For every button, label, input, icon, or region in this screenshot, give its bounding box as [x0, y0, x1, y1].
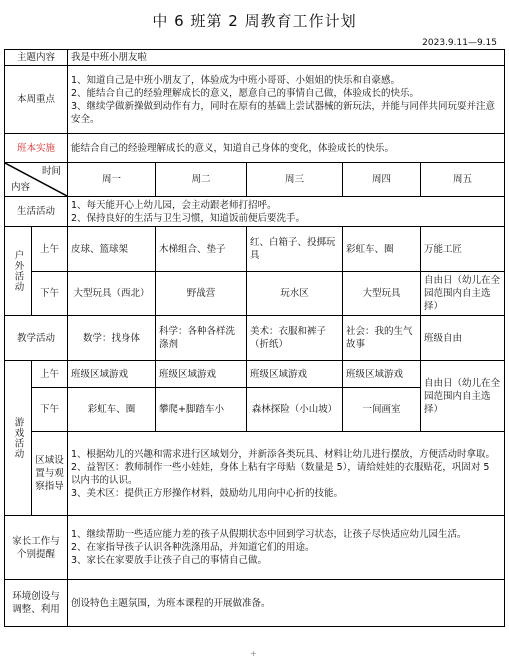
focus-content [68, 66, 505, 134]
header-content: 内容 [11, 182, 31, 193]
parents-line: 3、家长在家要放手让孩子自己的事情自己做。 [71, 555, 268, 566]
life-line: 2、保持良好的生活与卫生习惯，知道饭前便后要洗手。 [71, 212, 306, 224]
life-line: 1、每天能开心上幼儿园，会主动跟老师打招呼。 [71, 199, 277, 211]
focus-label: 本周重点 [5, 66, 68, 134]
outdoor-label-text: 户外活动 [12, 250, 24, 292]
outdoor-pm-row [5, 272, 505, 316]
focus-line: 2、能结合自己的经验理解成长的意义，愿意自己的事情自己做，体验成长的快乐。 [71, 87, 420, 99]
teaching-item: 班级自由 [421, 316, 505, 361]
teaching-item: 社会：我的生气故事 [343, 316, 421, 361]
key-label: 班本实施 [5, 134, 68, 163]
outdoor-am-item: 彩虹车、圈 [343, 227, 421, 272]
add-mark: + [250, 649, 257, 658]
game-pm-item: 攀爬+脚踏车小 [156, 388, 247, 432]
game-pm-item: 彩虹车、圈 [68, 388, 156, 432]
life-row [5, 197, 505, 227]
outdoor-am-item: 木梯组合、垫子 [156, 227, 247, 272]
area-content [68, 432, 505, 516]
page-footer [0, 649, 509, 658]
game-am-label: 上午 [32, 361, 68, 388]
day-header: 周三 [247, 163, 343, 197]
page-title: 中 6 班第 2 周教育工作计划 [152, 12, 357, 30]
theme-label: 主题内容 [5, 50, 68, 66]
day-header: 周一 [68, 163, 156, 197]
outdoor-am-item: 万能工匠 [421, 227, 505, 272]
teaching-label: 教学活动 [5, 316, 68, 361]
header-time: 时间 [42, 166, 62, 177]
area-label: 区域设置与观察指导 [32, 432, 68, 516]
life-label: 生活活动 [5, 197, 68, 227]
game-label-text: 游戏活动 [12, 417, 24, 459]
life-content [68, 197, 505, 227]
plan-table [4, 49, 505, 627]
parents-line: 2、在家指导孩子认识各种洗涤用品，并知道它们的用途。 [71, 542, 315, 553]
day-header: 周二 [156, 163, 247, 197]
theme-value: 我是中班小朋友啦 [68, 50, 505, 66]
theme-row [5, 50, 505, 66]
outdoor-am-label: 上午 [32, 227, 68, 272]
game-fri-item: 自由日（幼儿在全园范围内自主选择） [421, 361, 505, 432]
game-pm-item: 一间画室 [343, 388, 421, 432]
parents-label: 家长工作与个别提醒 [5, 516, 68, 580]
outdoor-am-row [5, 227, 505, 272]
parents-row [5, 516, 505, 580]
outdoor-am-item: 皮球、篮球架 [68, 227, 156, 272]
teaching-item: 美术：衣服和裤子（折纸） [247, 316, 343, 361]
outdoor-label [5, 227, 32, 316]
game-am-item: 班级区域游戏 [156, 361, 247, 388]
outdoor-pm-label: 下午 [32, 272, 68, 316]
focus-line: 1、知道自己是中班小朋友了，体验成为中班小哥哥、小姐姐的快乐和自豪感。 [71, 74, 401, 86]
outdoor-pm-item: 自由日（幼儿在全园范围内自主选择） [421, 272, 505, 316]
env-row [5, 580, 505, 627]
area-row [5, 432, 505, 516]
game-am-item: 班级区域游戏 [247, 361, 343, 388]
game-pm-label: 下午 [32, 388, 68, 432]
outdoor-pm-item: 玩水区 [247, 272, 343, 316]
area-line: 2、益智区：教师制作一些小娃娃，身体上粘有字母贴（数量是 5），请给娃娃的衣服贴花，巩固对 5 以内书的认识。 [71, 461, 490, 486]
key-value: 能结合自己的经验理解成长的意义，知道自己身体的变化，体验成长的快乐。 [68, 134, 505, 163]
outdoor-pm-item: 大型玩具 [343, 272, 421, 316]
game-label [5, 361, 32, 516]
day-header: 周五 [421, 163, 505, 197]
game-am-item: 班级区域游戏 [68, 361, 156, 388]
day-header: 周四 [343, 163, 421, 197]
outdoor-pm-item: 大型玩具（西北） [68, 272, 156, 316]
game-pm-item: 森林探险（小山坡） [247, 388, 343, 432]
teaching-item: 数学：找身体 [68, 316, 156, 361]
date-range: 2023.9.11—9.15 [422, 38, 497, 48]
focus-line: 3、继续学做新操做到动作有力，同时在原有的基础上尝试器械的新玩法，并能与同伴共同玩耍并注意安全。 [71, 100, 496, 125]
outdoor-pm-item: 野战营 [156, 272, 247, 316]
key-row [5, 134, 505, 163]
header-row [5, 163, 505, 197]
teaching-item: 科学：各种各样洗涤剂 [156, 316, 247, 361]
parents-line: 1、继续帮助一些适应能力差的孩子从假期状态中回到学习状态，让孩子尽快适应幼儿园生活。 [71, 529, 467, 540]
header-corner [5, 163, 68, 197]
focus-row [5, 66, 505, 134]
game-am-item: 班级区域游戏 [343, 361, 421, 388]
env-value: 创设特色主题氛围，为班本课程的开展做准备。 [68, 580, 505, 627]
game-am-row [5, 361, 505, 388]
outdoor-am-item: 红、白箱子、投掷玩具 [247, 227, 343, 272]
area-line: 3、美术区：提供正方形操作材料，鼓励幼儿用向中心折的技能。 [71, 487, 344, 499]
parents-content [68, 516, 505, 580]
teaching-row [5, 316, 505, 361]
area-line: 1、根据幼儿的兴趣和需求进行区域划分，并新添各类玩具、材料让幼儿进行摆放，方便活动时拿取。 [71, 448, 496, 460]
env-label: 环境创设与调整、利用 [5, 580, 68, 627]
